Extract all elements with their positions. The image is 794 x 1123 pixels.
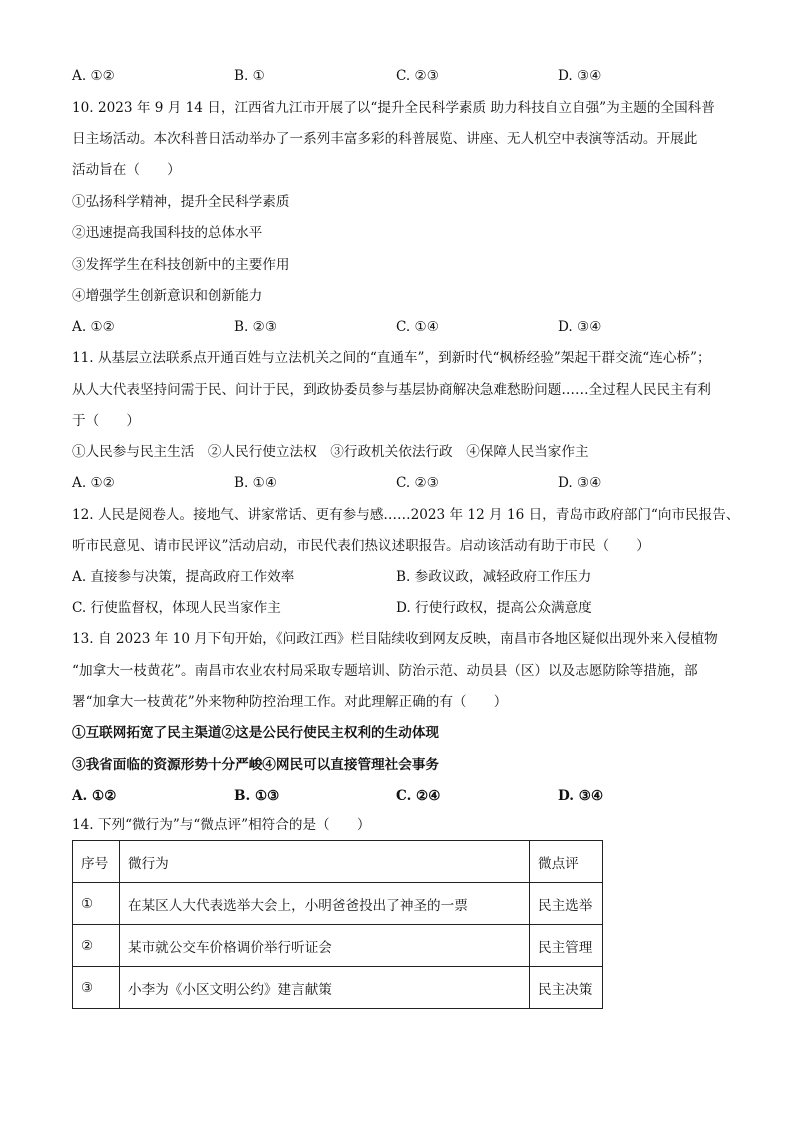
q10-options <box>72 317 732 337</box>
q11-stem-line-3: 于（ ） <box>72 413 140 429</box>
table-row <box>73 925 603 967</box>
q11-option-c[interactable]: C. ②③ <box>396 475 439 491</box>
table-cell: 某市就公交车价格调价举行听证会 <box>120 925 530 967</box>
q11-option-b[interactable]: B. ①④ <box>234 475 278 491</box>
q9-option-d[interactable]: D. ③④ <box>558 68 602 84</box>
q10-option-d[interactable]: D. ③④ <box>558 319 602 335</box>
q10-item-4: ④增强学生创新意识和创新能力 <box>72 288 263 304</box>
q10-option-b[interactable]: B. ②③ <box>234 319 278 335</box>
q12-options-row-2 <box>72 598 732 618</box>
q10-stem-line-2: 日主场活动。本次科普日活动举办了一系列丰富多彩的科普展览、讲座、无人机空中表演等活动。开展此 <box>72 131 698 147</box>
q11-options <box>72 473 732 493</box>
q12-stem-line-1: 12. 人民是阅卷人。接地气、讲家常话、更有参与感……2023 年 12 月 16 日，青岛市政府部门“向市民报告、 <box>72 507 740 523</box>
q10-stem-line-1: 10. 2023 年 9 月 14 日，江西省九江市开展了以“提升全民科学素质 助力科技自立自强”为主题的全国科普 <box>72 100 715 116</box>
table-header-cell: 微点评 <box>530 841 603 883</box>
q10-item-3: ③发挥学生在科技创新中的主要作用 <box>72 257 290 273</box>
q12-options-row-1 <box>72 567 732 587</box>
q12-stem-line-2: 听市民意见、请市民评议”活动启动，市民代表们热议述职报告。启动该活动有助于市民（ ） <box>72 538 650 554</box>
q12-option-a[interactable]: A. 直接参与决策，提高政府工作效率 <box>72 569 295 585</box>
q13-option-c[interactable]: C. ②④ <box>396 788 441 804</box>
table-header-row <box>73 841 603 883</box>
q13-stem-line-2: “加拿大一枝黄花”。南昌市农业农村局采取专题培训、防治示范、动员县（区）以及志愿防除等措施，部 <box>72 663 698 679</box>
q9-option-c[interactable]: C. ②③ <box>396 68 439 84</box>
table-cell: ③ <box>73 967 120 1009</box>
table-cell: 小李为《小区文明公约》建言献策 <box>120 967 530 1009</box>
table-cell: 民主选举 <box>530 883 603 925</box>
table-cell: ② <box>73 925 120 967</box>
q13-option-a[interactable]: A. ①② <box>72 788 117 804</box>
table-cell: 在某区人大代表选举大会上，小明爸爸投出了神圣的一票 <box>120 883 530 925</box>
q11-items: ①人民参与民主生活 ②人民行使立法权 ③行政机关依法行政 ④保障人民当家作主 <box>72 444 589 460</box>
q9-options <box>72 66 732 86</box>
q11-option-d[interactable]: D. ③④ <box>558 475 602 491</box>
q11-stem-line-2: 从人大代表坚持问需于民、问计于民，到政协委员参与基层协商解决急难愁盼问题……全过程人民民主有利 <box>72 382 711 398</box>
table-row <box>73 883 603 925</box>
q13-options <box>72 786 732 806</box>
table-cell: 民主管理 <box>530 925 603 967</box>
q12-option-d[interactable]: D. 行使行政权，提高公众满意度 <box>396 600 592 616</box>
q14-table <box>72 840 603 1009</box>
table-cell: ① <box>73 883 120 925</box>
q10-item-2: ②迅速提高我国科技的总体水平 <box>72 225 263 241</box>
q9-option-a[interactable]: A. ①② <box>72 68 115 84</box>
q11-stem-line-1: 11. 从基层立法联系点开通百姓与立法机关之间的“直通车”，到新时代“枫桥经验”架起干群交流“连心桥”； <box>72 350 711 366</box>
q9-option-b[interactable]: B. ① <box>234 68 265 84</box>
q12-option-b[interactable]: B. 参政议政，减轻政府工作压力 <box>396 569 592 585</box>
table-cell: 民主决策 <box>530 967 603 1009</box>
table-row <box>73 967 603 1009</box>
q13-stem-line-1: 13. 自 2023 年 10 月下旬开始，《问政江西》栏目陆续收到网友反映，南昌市各地区疑似出现外来入侵植物 <box>72 631 718 647</box>
table-header-cell: 序号 <box>73 841 120 883</box>
q10-option-a[interactable]: A. ①② <box>72 319 115 335</box>
q13-item-line-2: ③我省面临的资源形势十分严峻④网民可以直接管理社会事务 <box>72 757 440 773</box>
q10-item-1: ①弘扬科学精神，提升全民科学素质 <box>72 194 290 210</box>
q12-option-c[interactable]: C. 行使监督权，体现人民当家作主 <box>72 600 281 616</box>
q13-option-d[interactable]: D. ③④ <box>558 788 604 804</box>
q10-option-c[interactable]: C. ①④ <box>396 319 439 335</box>
q14-stem: 14. 下列“微行为”与“微点评”相符合的是（ ） <box>72 817 371 833</box>
q13-item-line-1: ①互联网拓宽了民主渠道②这是公民行使民主权利的生动体现 <box>72 725 440 741</box>
q11-option-a[interactable]: A. ①② <box>72 475 115 491</box>
q10-stem-line-3: 活动旨在（ ） <box>72 162 181 178</box>
table-header-cell: 微行为 <box>120 841 530 883</box>
q13-option-b[interactable]: B. ①③ <box>234 788 280 804</box>
q13-stem-line-3: 署“加拿大一枝黄花”外来物种防控治理工作。对此理解正确的有（ ） <box>72 694 508 710</box>
